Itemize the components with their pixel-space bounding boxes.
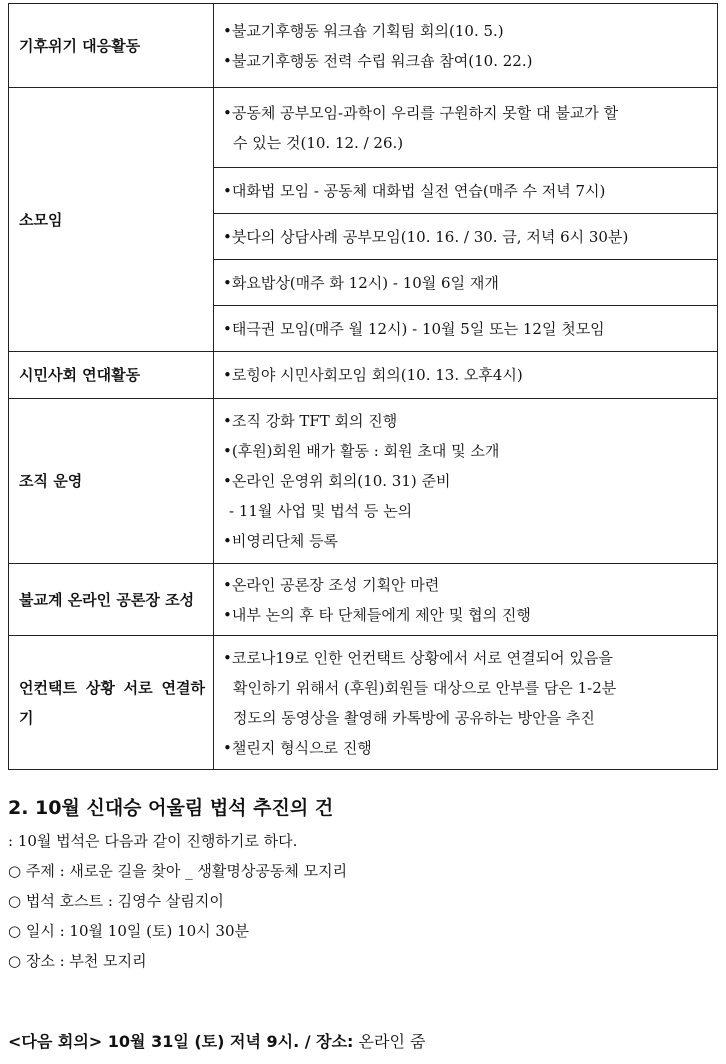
category-cell — [9, 564, 214, 636]
category-label: 기후위기 대응활동 — [19, 36, 141, 55]
item-text: •공동체 공부모임-과학이 우리를 구원하지 못할 대 불교가 할 — [223, 103, 619, 122]
items-cell — [214, 306, 718, 352]
table-row — [9, 352, 718, 399]
table-row — [9, 88, 718, 168]
section-title: 2. 10월 신대승 어울림 법석 추진의 건 — [8, 797, 334, 819]
item-text: 정도의 동영상을 촬영해 카톡방에 공유하는 방안을 추진 — [233, 708, 595, 727]
item-text: 수 있는 것(10. 12. / 26.) — [233, 133, 404, 152]
category-cell — [9, 352, 214, 399]
item-text: •챌린지 형식으로 진행 — [223, 738, 372, 757]
next-meeting-place: 온라인 줌 — [353, 1032, 426, 1051]
detail-topic: ○ 주제 : 새로운 길을 찾아 _ 생활명상공동체 모지리 — [8, 862, 348, 880]
activity-table — [8, 3, 718, 770]
item-text: •비영리단체 등록 — [223, 532, 339, 550]
category-label: 소모임 — [19, 210, 63, 229]
items-cell — [214, 168, 718, 214]
item-text: •태극권 모임(매주 월 12시) - 10월 5일 또는 12일 첫모임 — [223, 319, 605, 338]
category-cell — [9, 88, 214, 352]
section-intro: : 10월 법석은 다음과 같이 진행하기로 하다. — [8, 832, 298, 850]
items-cell — [214, 399, 718, 564]
item-text: •불교기후행동 전력 수립 워크숍 참여(10. 22.) — [223, 51, 533, 70]
item-text: 확인하기 위해서 (후원)회원들 대상으로 안부를 담은 1-2분 — [233, 678, 617, 697]
items-cell — [214, 564, 718, 636]
items-cell — [214, 260, 718, 306]
item-text: - 11월 사업 및 법석 등 논의 — [229, 502, 413, 520]
item-text: •로힝야 시민사회모임 회의(10. 13. 오후4시) — [223, 366, 523, 384]
detail-place: ○ 장소 : 부천 모지리 — [8, 952, 147, 970]
category-cell — [9, 636, 214, 770]
category-label: 언컨택트 상황 서로 연결하기 — [19, 678, 205, 727]
items-cell — [214, 352, 718, 399]
category-label: 조직 운영 — [19, 472, 83, 490]
category-label: 시민사회 연대활동 — [19, 366, 141, 384]
table-row — [9, 564, 718, 636]
category-cell — [9, 4, 214, 88]
category-cell — [9, 399, 214, 564]
table-row — [9, 399, 718, 564]
item-text: •대화법 모임 - 공동체 대화법 실전 연습(매주 수 저녁 7시) — [223, 181, 606, 200]
items-cell — [214, 4, 718, 88]
item-text: •화요밥상(매주 화 12시) - 10월 6일 재개 — [223, 273, 499, 292]
item-text: •(후원)회원 배가 활동 : 회원 초대 및 소개 — [223, 442, 500, 460]
next-meeting — [8, 1027, 425, 1057]
detail-host: ○ 법석 호스트 : 김영수 살림지이 — [8, 892, 224, 910]
item-text: •조직 강화 TFT 회의 진행 — [223, 412, 398, 430]
items-cell — [214, 88, 718, 168]
detail-datetime: ○ 일시 : 10월 10일 (토) 10시 30분 — [8, 922, 250, 940]
next-meeting-label: <다음 회의> 10월 31일 (토) 저녁 9시. / 장소: — [8, 1032, 354, 1051]
item-text: •온라인 공론장 조성 기획안 마련 — [223, 575, 440, 594]
table-row — [9, 636, 718, 770]
table-row — [9, 4, 718, 88]
item-text: •코로나19로 인한 언컨택트 상황에서 서로 연결되어 있음을 — [223, 648, 613, 667]
item-text: •온라인 운영위 회의(10. 31) 준비 — [223, 472, 451, 490]
category-label: 불교계 온라인 공론장 조성 — [19, 590, 195, 609]
item-text: •내부 논의 후 타 단체들에게 제안 및 협의 진행 — [223, 605, 531, 624]
items-cell — [214, 636, 718, 770]
section-body — [8, 826, 708, 976]
item-text: •불교기후행동 워크숍 기획팀 회의(10. 5.) — [223, 21, 504, 40]
items-cell — [214, 214, 718, 260]
item-text: •붓다의 상담사례 공부모임(10. 16. / 30. 금, 저녁 6시 30분) — [223, 227, 629, 246]
